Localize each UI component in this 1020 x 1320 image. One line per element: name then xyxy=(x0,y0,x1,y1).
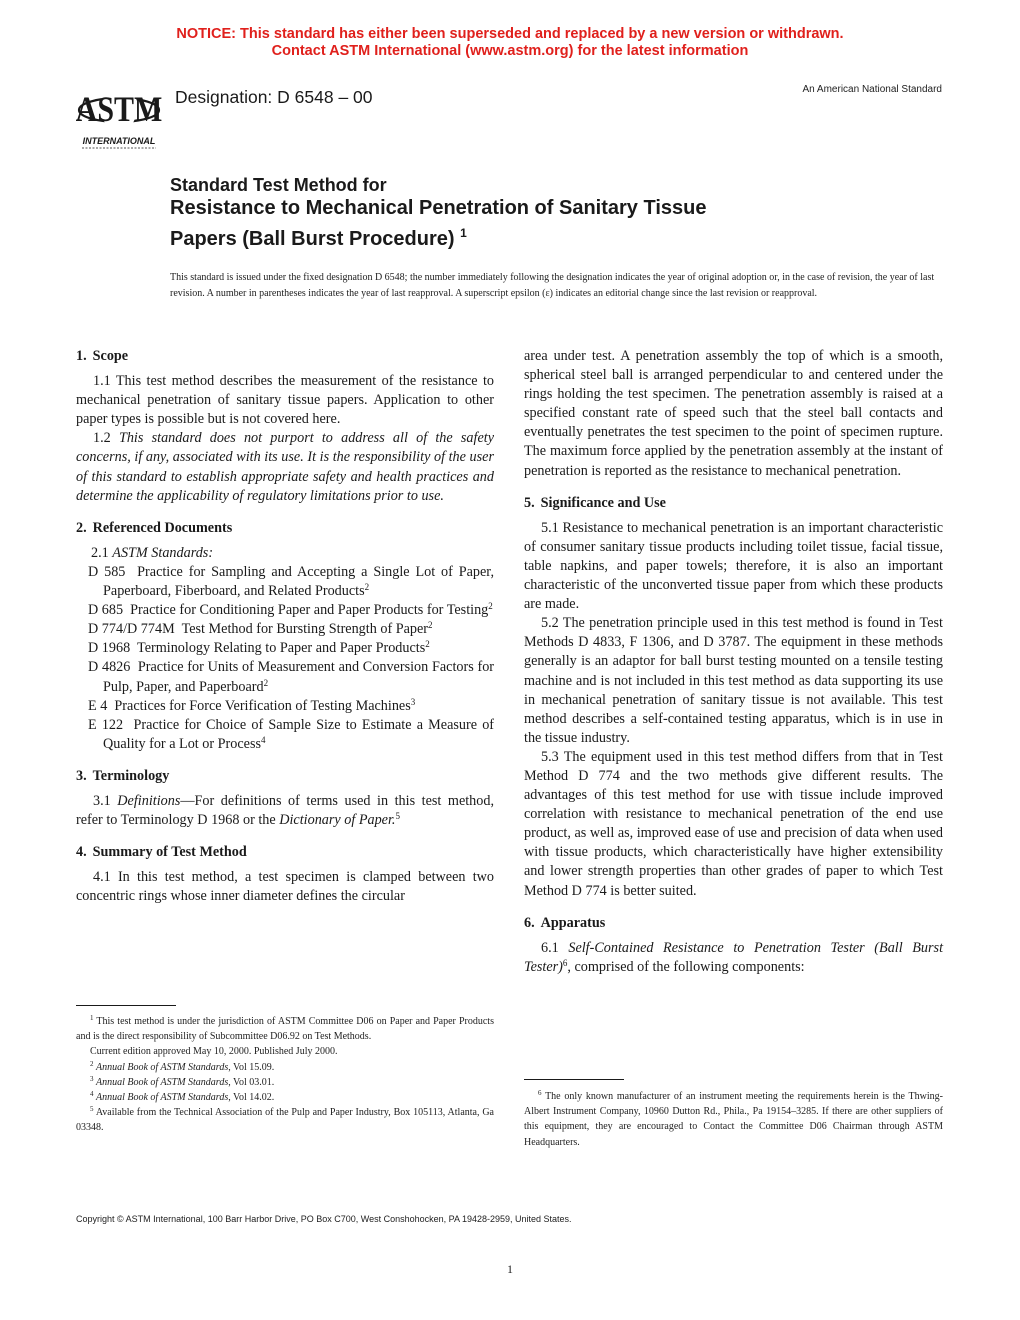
astm-standards-label: ASTM Standards: xyxy=(112,544,214,561)
title-main-line-2 xyxy=(170,221,950,252)
footnote xyxy=(76,1105,494,1135)
paragraph-3-1 xyxy=(76,792,494,830)
footnote-mark: 6 xyxy=(538,1089,542,1097)
referenced-document-item xyxy=(76,716,494,754)
footnote-text: Current edition approved May 10, 2000. Published July 2000. xyxy=(90,1046,338,1058)
document-code: D 685 xyxy=(88,602,124,619)
page-number: 1 xyxy=(507,1262,513,1276)
footnote-text: Available from the Technical Association of the Pulp and Paper Industry, Box 105113, Atlanta, Ga 03348. xyxy=(76,1107,494,1134)
american-national-standard-label: An American National Standard xyxy=(802,84,942,95)
footnote xyxy=(524,1089,943,1150)
referenced-document-item xyxy=(76,563,494,601)
referenced-document-item xyxy=(76,601,494,620)
paragraph-text: —For definitions of terms used in this test method, refer to Terminology D 1968 or the xyxy=(76,792,495,829)
document-title: Practice for Conditioning Paper and Paper Products for Testing xyxy=(130,602,489,619)
document-title: Practice for Units of Measurement and Conversion Factors for Pulp, Paper, and Paperboard xyxy=(103,659,495,695)
paragraph-4-1-start: 4.1 In this test method, a test specimen is clamped between two concentric rings whose inner diameter defines the circular xyxy=(76,869,494,905)
document-code: D 1968 xyxy=(88,640,131,657)
document-title: Practice for Choice of Sample Size to Estimate a Measure of Quality for a Lot or Process xyxy=(103,716,495,752)
definitions-term: Definitions xyxy=(117,792,181,809)
footnote-ref: 4 xyxy=(261,734,266,745)
footnote xyxy=(76,1075,494,1090)
footnote-text: , Vol 15.09. xyxy=(228,1061,275,1073)
footnote-source-title: Annual Book of ASTM Standards xyxy=(96,1061,229,1073)
footnote-mark: 4 xyxy=(90,1090,94,1099)
document-title xyxy=(170,174,950,252)
document-code: D 774/D 774M xyxy=(88,621,175,638)
footnotes-left xyxy=(76,1014,494,1136)
paragraph-1-1: 1.1 This test method describes the measurement of the resistance to mechanical penetration of sanitary tissue papers. Application to other paper types is possible but is not covered here. xyxy=(76,373,494,428)
referenced-documents-list xyxy=(76,563,494,754)
footnote-ref: 2 xyxy=(364,582,370,593)
footnote-mark: 5 xyxy=(90,1105,94,1114)
footnote-ref: 3 xyxy=(410,696,416,707)
document-title: Terminology Relating to Paper and Paper Products xyxy=(137,640,426,657)
paragraph-5-1: 5.1 Resistance to mechanical penetration is an important characteristic of consumer sanitary tissue products including toilet tissue, facial tissue, table napkins, and paper towels; therefore, it is also an important characteristic of the unconverted tissue paper from which these products are made. xyxy=(524,519,943,613)
footnote-ref: 2 xyxy=(428,620,433,631)
section-number: 5. xyxy=(524,494,535,511)
dictionary-of-paper-title: Dictionary of Paper. xyxy=(279,812,396,829)
referenced-document-item xyxy=(76,658,494,696)
paragraph-2-1 xyxy=(76,544,494,563)
paragraph-1-2 xyxy=(76,429,494,505)
footnote-mark: 1 xyxy=(90,1014,94,1022)
footnote xyxy=(76,1014,494,1044)
section-title: Apparatus xyxy=(540,914,606,931)
section-title: Significance and Use xyxy=(540,494,666,511)
title-footnote-mark: 1 xyxy=(460,226,467,240)
section-heading-significance xyxy=(524,494,943,513)
footnote xyxy=(76,1090,494,1105)
section-heading-terminology xyxy=(76,767,494,786)
document-title: Test Method for Bursting Strength of Paper xyxy=(181,621,429,638)
issued-note: This standard is issued under the fixed designation D 6548; the number immediately following the designation indicates the year of original adoption or, in the case of revision, the year of last revision. A number in parentheses indicates the year of last reapproval. A superscript epsilon (ε) indicates an editorial change since the last revision or reapproval. xyxy=(170,272,935,299)
designation: Designation: D 6548 – 00 xyxy=(175,87,373,107)
footnote-source-title: Annual Book of ASTM Standards xyxy=(96,1076,229,1088)
footnote-divider xyxy=(76,1005,176,1006)
footnotes-right xyxy=(524,1089,943,1150)
footnote-ref: 2 xyxy=(263,677,269,688)
referenced-document-item xyxy=(76,639,494,658)
copyright-notice: Copyright © ASTM International, 100 Barr Harbor Drive, PO Box C700, West Conshohocken, PA 19428-2959, United States. xyxy=(76,1214,572,1224)
svg-text:ASTM: ASTM xyxy=(76,89,162,130)
footnote-mark: 3 xyxy=(90,1074,94,1083)
footnote xyxy=(76,1060,494,1075)
paragraph-6-1 xyxy=(524,939,943,977)
referenced-document-item xyxy=(76,697,494,716)
title-main-line-2-text: Papers (Ball Burst Procedure) xyxy=(170,228,455,250)
document-code: E 4 xyxy=(88,697,108,714)
paragraph-number: 1.2 xyxy=(93,430,111,447)
section-heading-scope xyxy=(76,347,494,366)
title-main-line-1: Resistance to Mechanical Penetration of Sanitary Tissue xyxy=(170,197,707,219)
notice-line-2: Contact ASTM International (www.astm.org) for the latest information xyxy=(271,43,749,59)
section-heading-summary xyxy=(76,843,494,862)
footnote-text: The only known manufacturer of an instrument meeting the requirements herein is the Thwing-Albert Instrument Company, 10960 Dutton Rd., Phila., Pa 19154–3285. If there are other suppliers of this equipment, they are encouraged to Contact the Committee D06 Chairman through ASTM Headquarters. xyxy=(524,1091,943,1148)
section-title: Scope xyxy=(92,348,129,364)
section-heading-referenced-documents xyxy=(76,519,494,538)
document-code: E 122 xyxy=(88,716,124,733)
document-title: Practice for Sampling and Accepting a Single Lot of Paper, Paperboard, Fiberboard, and Related Products xyxy=(103,563,494,600)
footnote-text: This test method is under the jurisdiction of ASTM Committee D06 on Paper and Paper Products and is the direct responsibility of Subcommittee D06.92 on Test Methods. xyxy=(76,1016,494,1043)
footnote-mark: 2 xyxy=(90,1059,94,1068)
referenced-document-item xyxy=(76,620,494,639)
section-number: 3. xyxy=(76,767,87,784)
apparatus-term: Self-Contained Resistance to Penetration Tester (Ball Burst Tester) xyxy=(524,939,944,975)
footnote-ref: 5 xyxy=(395,811,400,822)
footnote-ref: 6 xyxy=(562,957,568,968)
section-number: 4. xyxy=(76,844,87,861)
safety-caveat-text: This standard does not purport to address all of the safety concerns, if any, associated with its use. It is the responsibility of the user of this standard to establish appropriate safety and health practices and determine the applicability of regulatory limitations prior to use. xyxy=(76,430,494,504)
document-code: D 585 xyxy=(88,563,126,580)
footnote-text: , Vol 03.01. xyxy=(228,1076,275,1088)
notice-line-1: NOTICE: This standard has either been superseded and replaced by a new version or withdrawn. xyxy=(176,26,844,42)
paragraph-5-2: 5.2 The penetration principle used in this test method is found in Test Methods D 4833, F 1306, and D 3787. The equipment in these methods generally is an adaptor for ball burst testing mounted on a tensile testing machine and is not included in this test method as data supporting its use in mechanical penetration of sanitary tissue is not available. This test method describes a self-contained testing apparatus, which is in use in the tissue industry. xyxy=(524,615,943,746)
section-title: Referenced Documents xyxy=(92,519,233,536)
document-title: Practices for Force Verification of Testing Machines xyxy=(114,697,411,714)
svg-text:INTERNATIONAL: INTERNATIONAL xyxy=(82,136,156,146)
footnote-divider xyxy=(524,1079,624,1080)
section-heading-apparatus xyxy=(524,914,943,933)
footnote-ref: 2 xyxy=(425,639,430,650)
footnote-text: , Vol 14.02. xyxy=(228,1092,275,1104)
astm-international-logo-icon xyxy=(76,78,162,150)
section-title: Summary of Test Method xyxy=(92,844,247,861)
paragraph-number: 6.1 xyxy=(541,939,559,956)
paragraph-5-3: 5.3 The equipment used in this test method differs from that in Test Method D 774 and the two methods give different results. The advantages of this test method for use with tissue include improved correlation with resistance to mechanical penetration of the end use product, as well as, improved ease of use and precision of data when used with tissue products, which characteristically have higher extensibility and lower strength properties than other grades of paper to which Test Method D 774 is better suited. xyxy=(524,748,943,899)
title-prefix: Standard Test Method for xyxy=(170,175,387,195)
left-column xyxy=(76,347,494,906)
withdrawn-notice xyxy=(0,26,1020,60)
section-number: 2. xyxy=(76,519,87,536)
section-title: Terminology xyxy=(92,767,170,784)
section-number: 6. xyxy=(524,914,535,931)
paragraph-4-1-continued: area under test. A penetration assembly the top of which is a smooth, spherical steel ball is arranged perpendicular to and centered under the rings holding the test specimen. The penetration assembly is raised at a specified constant rate of speed such that the steel ball contacts and eventually penetrates the test specimen to the point of specimen rupture. The maximum force applied by the penetration assembly at the instant of penetration is reported as the resistance to mechanical penetration. xyxy=(524,348,943,479)
footnote xyxy=(76,1044,494,1059)
paragraph-text: , comprised of the following components: xyxy=(567,958,805,975)
footnote-source-title: Annual Book of ASTM Standards xyxy=(96,1092,229,1104)
footnote-ref: 2 xyxy=(488,601,493,612)
section-number: 1. xyxy=(76,348,87,364)
paragraph-number: 3.1 xyxy=(93,792,111,809)
right-column xyxy=(524,347,943,977)
document-code: D 4826 xyxy=(88,659,131,676)
paragraph-number: 2.1 xyxy=(91,544,109,561)
